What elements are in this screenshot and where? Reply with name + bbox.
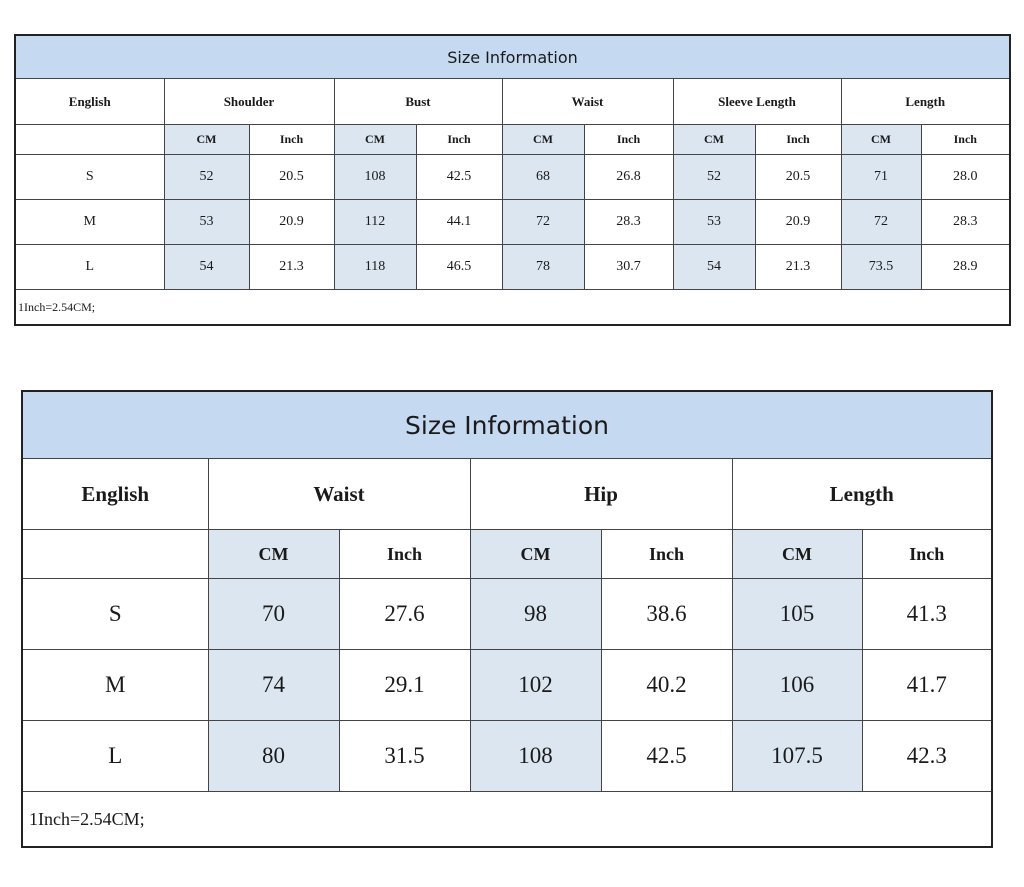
value-cell: 72: [502, 200, 584, 245]
unit-cm: CM: [164, 125, 249, 155]
measurement-header-length: Length: [732, 459, 992, 530]
value-cell: 74: [208, 650, 339, 721]
size-column-header: English: [15, 79, 164, 125]
unit-cm: CM: [470, 530, 601, 579]
value-cell: 106: [732, 650, 862, 721]
table-title: Size Information: [15, 35, 1010, 79]
unit-inch: Inch: [921, 125, 1010, 155]
unit-inch: Inch: [601, 530, 732, 579]
size-label: S: [22, 579, 208, 650]
unit-inch: Inch: [339, 530, 470, 579]
table-row: [15, 155, 1010, 200]
table-row: [22, 650, 992, 721]
measurement-header-sleeve-length: Sleeve Length: [673, 79, 841, 125]
value-cell: 42.3: [862, 721, 992, 792]
value-cell: 38.6: [601, 579, 732, 650]
table-row: [22, 721, 992, 792]
value-cell: 53: [673, 200, 755, 245]
value-cell: 41.3: [862, 579, 992, 650]
value-cell: 28.3: [921, 200, 1010, 245]
value-cell: 20.9: [755, 200, 841, 245]
size-label: L: [22, 721, 208, 792]
measurement-header-shoulder: Shoulder: [164, 79, 334, 125]
value-cell: 68: [502, 155, 584, 200]
unit-cm: CM: [334, 125, 416, 155]
value-cell: 72: [841, 200, 921, 245]
value-cell: 46.5: [416, 245, 502, 290]
unit-inch: Inch: [249, 125, 334, 155]
value-cell: 71: [841, 155, 921, 200]
value-cell: 118: [334, 245, 416, 290]
unit-inch: Inch: [755, 125, 841, 155]
table-title: Size Information: [22, 391, 992, 459]
table-row: [22, 579, 992, 650]
size-table-top: [14, 34, 1011, 326]
value-cell: 41.7: [862, 650, 992, 721]
value-cell: 28.9: [921, 245, 1010, 290]
value-cell: 70: [208, 579, 339, 650]
value-cell: 107.5: [732, 721, 862, 792]
value-cell: 54: [164, 245, 249, 290]
value-cell: 40.2: [601, 650, 732, 721]
unit-inch: Inch: [862, 530, 992, 579]
value-cell: 29.1: [339, 650, 470, 721]
measurement-header-waist: Waist: [208, 459, 470, 530]
value-cell: 21.3: [755, 245, 841, 290]
value-cell: 98: [470, 579, 601, 650]
value-cell: 20.5: [249, 155, 334, 200]
value-cell: 78: [502, 245, 584, 290]
value-cell: 42.5: [416, 155, 502, 200]
empty-cell: [15, 125, 164, 155]
measurement-header-hip: Hip: [470, 459, 732, 530]
size-label: M: [22, 650, 208, 721]
size-table-bottom: [21, 390, 993, 848]
value-cell: 20.9: [249, 200, 334, 245]
value-cell: 28.3: [584, 200, 673, 245]
table-row: [15, 245, 1010, 290]
value-cell: 73.5: [841, 245, 921, 290]
unit-inch: Inch: [416, 125, 502, 155]
unit-cm: CM: [841, 125, 921, 155]
value-cell: 54: [673, 245, 755, 290]
unit-inch: Inch: [584, 125, 673, 155]
unit-cm: CM: [208, 530, 339, 579]
value-cell: 42.5: [601, 721, 732, 792]
value-cell: 105: [732, 579, 862, 650]
value-cell: 28.0: [921, 155, 1010, 200]
size-column-header: English: [22, 459, 208, 530]
size-label: M: [15, 200, 164, 245]
measurement-header-bust: Bust: [334, 79, 502, 125]
value-cell: 52: [673, 155, 755, 200]
empty-cell: [22, 530, 208, 579]
value-cell: 108: [334, 155, 416, 200]
size-label: S: [15, 155, 164, 200]
value-cell: 20.5: [755, 155, 841, 200]
value-cell: 52: [164, 155, 249, 200]
value-cell: 26.8: [584, 155, 673, 200]
value-cell: 108: [470, 721, 601, 792]
unit-cm: CM: [502, 125, 584, 155]
unit-cm: CM: [732, 530, 862, 579]
measurement-header-waist: Waist: [502, 79, 673, 125]
unit-cm: CM: [673, 125, 755, 155]
size-label: L: [15, 245, 164, 290]
value-cell: 102: [470, 650, 601, 721]
value-cell: 31.5: [339, 721, 470, 792]
value-cell: 44.1: [416, 200, 502, 245]
value-cell: 80: [208, 721, 339, 792]
conversion-note: 1Inch=2.54CM;: [22, 792, 992, 848]
value-cell: 21.3: [249, 245, 334, 290]
conversion-note: 1Inch=2.54CM;: [15, 290, 1010, 326]
value-cell: 53: [164, 200, 249, 245]
value-cell: 27.6: [339, 579, 470, 650]
measurement-header-length: Length: [841, 79, 1010, 125]
value-cell: 112: [334, 200, 416, 245]
value-cell: 30.7: [584, 245, 673, 290]
table-row: [15, 200, 1010, 245]
